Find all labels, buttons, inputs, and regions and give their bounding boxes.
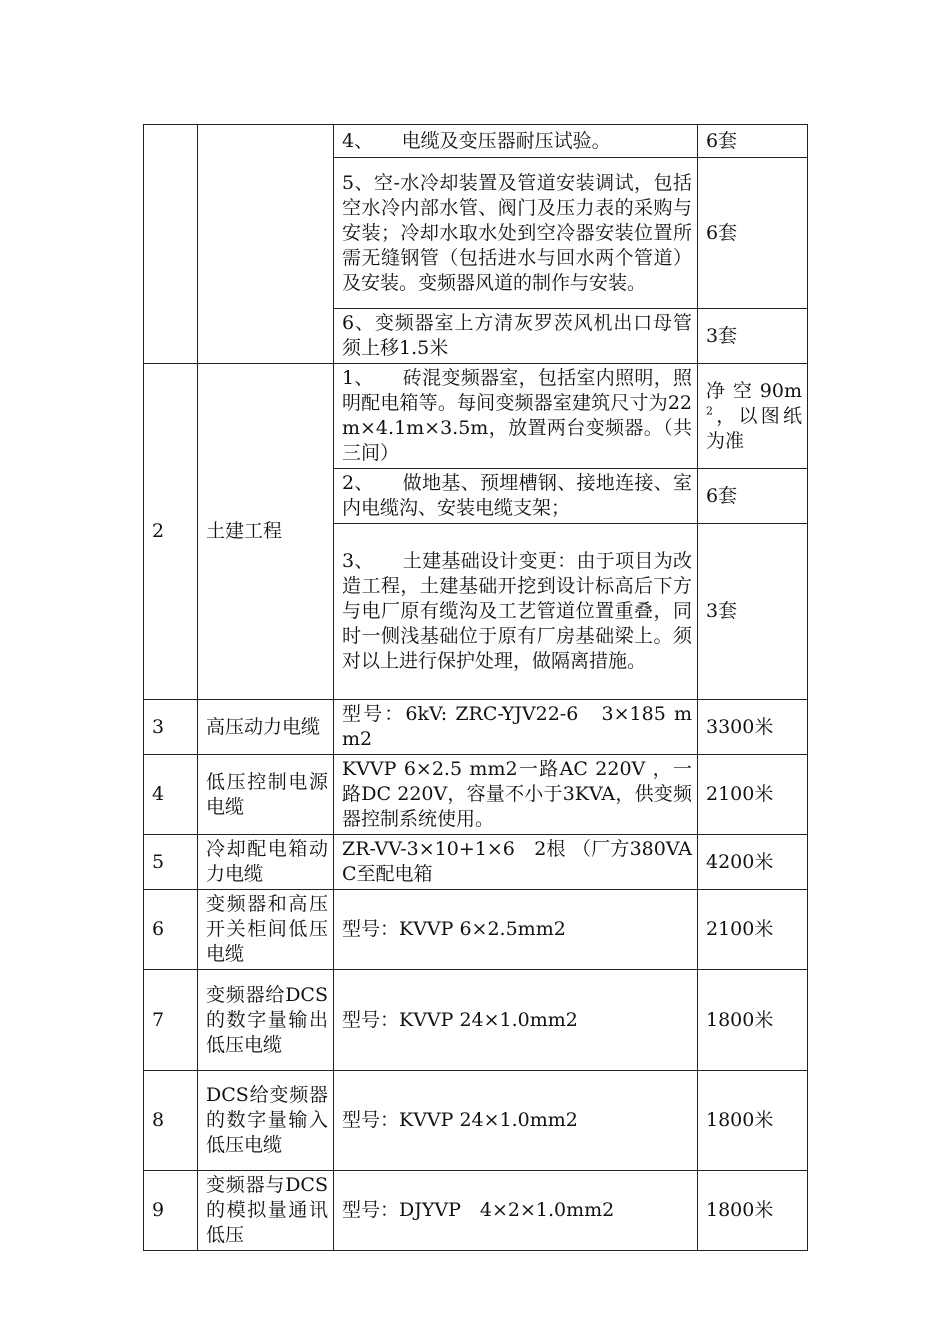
item-description-cell: 型号：KVVP 24×1.0mm2 — [334, 970, 698, 1071]
quantity-cell: 1800米 — [698, 1071, 808, 1171]
quantity-cell: 4200米 — [698, 835, 808, 890]
item-name-cell: 变频器和高压开关柜间低压电缆 — [198, 890, 334, 970]
item-name-cell: 土建工程 — [198, 364, 334, 700]
row-number-cell: 2 — [144, 364, 198, 700]
table-row — [144, 364, 808, 469]
item-description-cell: 2、 做地基、预埋槽钢、接地连接、室内电缆沟、安装电缆支架； — [334, 469, 698, 524]
item-description-cell: 型号：KVVP 6×2.5mm2 — [334, 890, 698, 970]
item-description-cell: 5、空-水冷却装置及管道安装调试，包括空水冷内部水管、阀门及压力表的采购与安装；冷却水取水处到空冷器安装位置所需无缝钢管（包括进水与回水两个管道）及安装。变频器风道的制作与安装。 — [334, 158, 698, 309]
item-name-cell: 冷却配电箱动力电缆 — [198, 835, 334, 890]
item-description-cell: KVVP 6×2.5 mm2一路AC 220V ，一路DC 220V，容量不小于3KVA，供变频器控制系统使用。 — [334, 755, 698, 835]
row-number-cell: 8 — [144, 1071, 198, 1171]
row-number-cell: 7 — [144, 970, 198, 1071]
table-row — [144, 125, 808, 158]
quantity-cell: 3套 — [698, 524, 808, 700]
item-name-cell: 变频器与DCS的模拟量通讯低压 — [198, 1171, 334, 1251]
item-description-cell: 型号：6kV: ZRC-YJV22-6 3×185 mm2 — [334, 700, 698, 755]
table-row — [144, 700, 808, 755]
row-number-cell: 9 — [144, 1171, 198, 1251]
quantity-cell: 6套 — [698, 158, 808, 309]
table-row — [144, 970, 808, 1071]
item-description-cell: 1、 砖混变频器室，包括室内照明，照明配电箱等。每间变频器室建筑尺寸为22m×4.1m×3.5m，放置两台变频器。（共三间） — [334, 364, 698, 469]
item-description-cell: 型号：KVVP 24×1.0mm2 — [334, 1071, 698, 1171]
item-description-cell: 3、 土建基础设计变更：由于项目为改造工程，土建基础开挖到设计标高后下方与电厂原有缆沟及工艺管道位置重叠，同时一侧浅基础位于原有厂房基础梁上。须对以上进行保护处理，做隔离措施。 — [334, 524, 698, 700]
item-name-cell: 高压动力电缆 — [198, 700, 334, 755]
equipment-table — [143, 124, 808, 1251]
quantity-cell — [698, 364, 808, 469]
item-name-cell: 低压控制电源电缆 — [198, 755, 334, 835]
item-name-cell: 变频器给DCS的数字量输出低压电缆 — [198, 970, 334, 1071]
item-name-cell — [198, 125, 334, 364]
table-row — [144, 1171, 808, 1251]
quantity-cell: 2100米 — [698, 890, 808, 970]
quantity-cell: 3300米 — [698, 700, 808, 755]
item-description-cell: 型号：DJYVP 4×2×1.0mm2 — [334, 1171, 698, 1251]
quantity-cell: 1800米 — [698, 1171, 808, 1251]
row-number-cell — [144, 125, 198, 364]
row-number-cell: 5 — [144, 835, 198, 890]
quantity-cell: 1800米 — [698, 970, 808, 1071]
quantity-cell: 6套 — [698, 125, 808, 158]
row-number-cell: 3 — [144, 700, 198, 755]
quantity-cell: 3套 — [698, 309, 808, 364]
table-row — [144, 1071, 808, 1171]
item-description-cell: 4、 电缆及变压器耐压试验。 — [334, 125, 698, 158]
table-row — [144, 835, 808, 890]
item-description-cell: 6、变频器室上方清灰罗茨风机出口母管须上移1.5米 — [334, 309, 698, 364]
quantity-cell: 6套 — [698, 469, 808, 524]
table-row — [144, 755, 808, 835]
quantity-note: ，以图纸为准 — [706, 404, 802, 452]
row-number-cell: 4 — [144, 755, 198, 835]
table-row — [144, 890, 808, 970]
quantity-cell: 2100米 — [698, 755, 808, 835]
quantity-value: 净空90m — [706, 379, 802, 402]
item-name-cell: DCS给变频器的数字量输入低压电缆 — [198, 1071, 334, 1171]
unit-superscript: 2 — [706, 404, 713, 418]
item-description-cell: ZR-VV-3×10+1×6 2根 （厂方380VAC至配电箱 — [334, 835, 698, 890]
row-number-cell: 6 — [144, 890, 198, 970]
